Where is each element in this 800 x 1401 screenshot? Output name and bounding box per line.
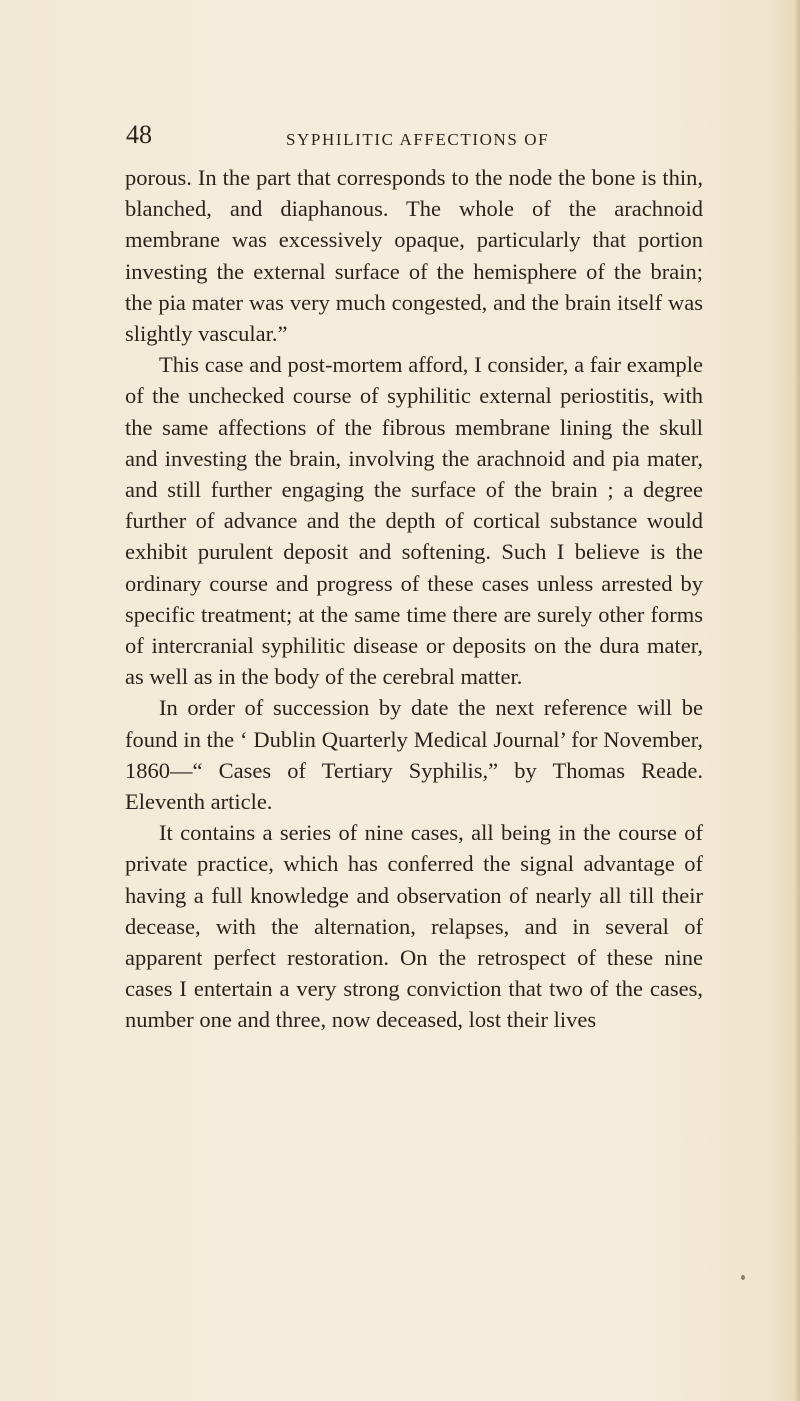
body-text (125, 162, 703, 1036)
paragraph-4: It contains a series of nine cases, all being in the course of private practice, which has conferred the signal advantage of having a full knowledge and observation of nearly all till their decease, with the alternation, relapses, and in several of apparent perfect restoration. On the retrospect of these nine cases I entertain a very strong conviction that two of the cases, number one and three, now deceased, lost their lives (125, 820, 703, 1033)
page-edge-shadow (794, 0, 800, 1401)
paragraph-2: This case and post-mortem afford, I consider, a fair example of the unchecked course of syphilitic external periostitis, with the same affections of the fibrous membrane lining the skull and investing the brain, involving the arachnoid and pia mater, and still further engaging the surface of the brain ; a degree further of advance and the depth of cortical substance would exhibit purulent deposit and softening. Such I believe is the ordinary course and progress of these cases unless arrested by specific treatment; at the same time there are surely other forms of intercranial syphilitic disease or deposits on the dura mater, as well as in the body of the cerebral matter. (125, 352, 703, 690)
page-number: 48 (126, 120, 152, 149)
paragraph-3: In order of succession by date the next reference will be found in the ‘ Dublin Quarterly Medical Journal’ for November, 1860—“ Cases of Tertiary Syphilis,” by Thomas Reade. Eleventh article. (125, 695, 703, 815)
page-header (126, 120, 686, 160)
paper-speck (741, 1275, 745, 1280)
paragraph-1: porous. In the part that corresponds to the node the bone is thin, blanched, and diaphanous. The whole of the arachnoid membrane was excessively opaque, particularly that portion investing the external surface of the hemisphere of the brain; the pia mater was very much congested, and the brain itself was slightly vascular.” (125, 165, 703, 347)
running-head: SYPHILITIC AFFECTIONS OF (286, 130, 550, 149)
